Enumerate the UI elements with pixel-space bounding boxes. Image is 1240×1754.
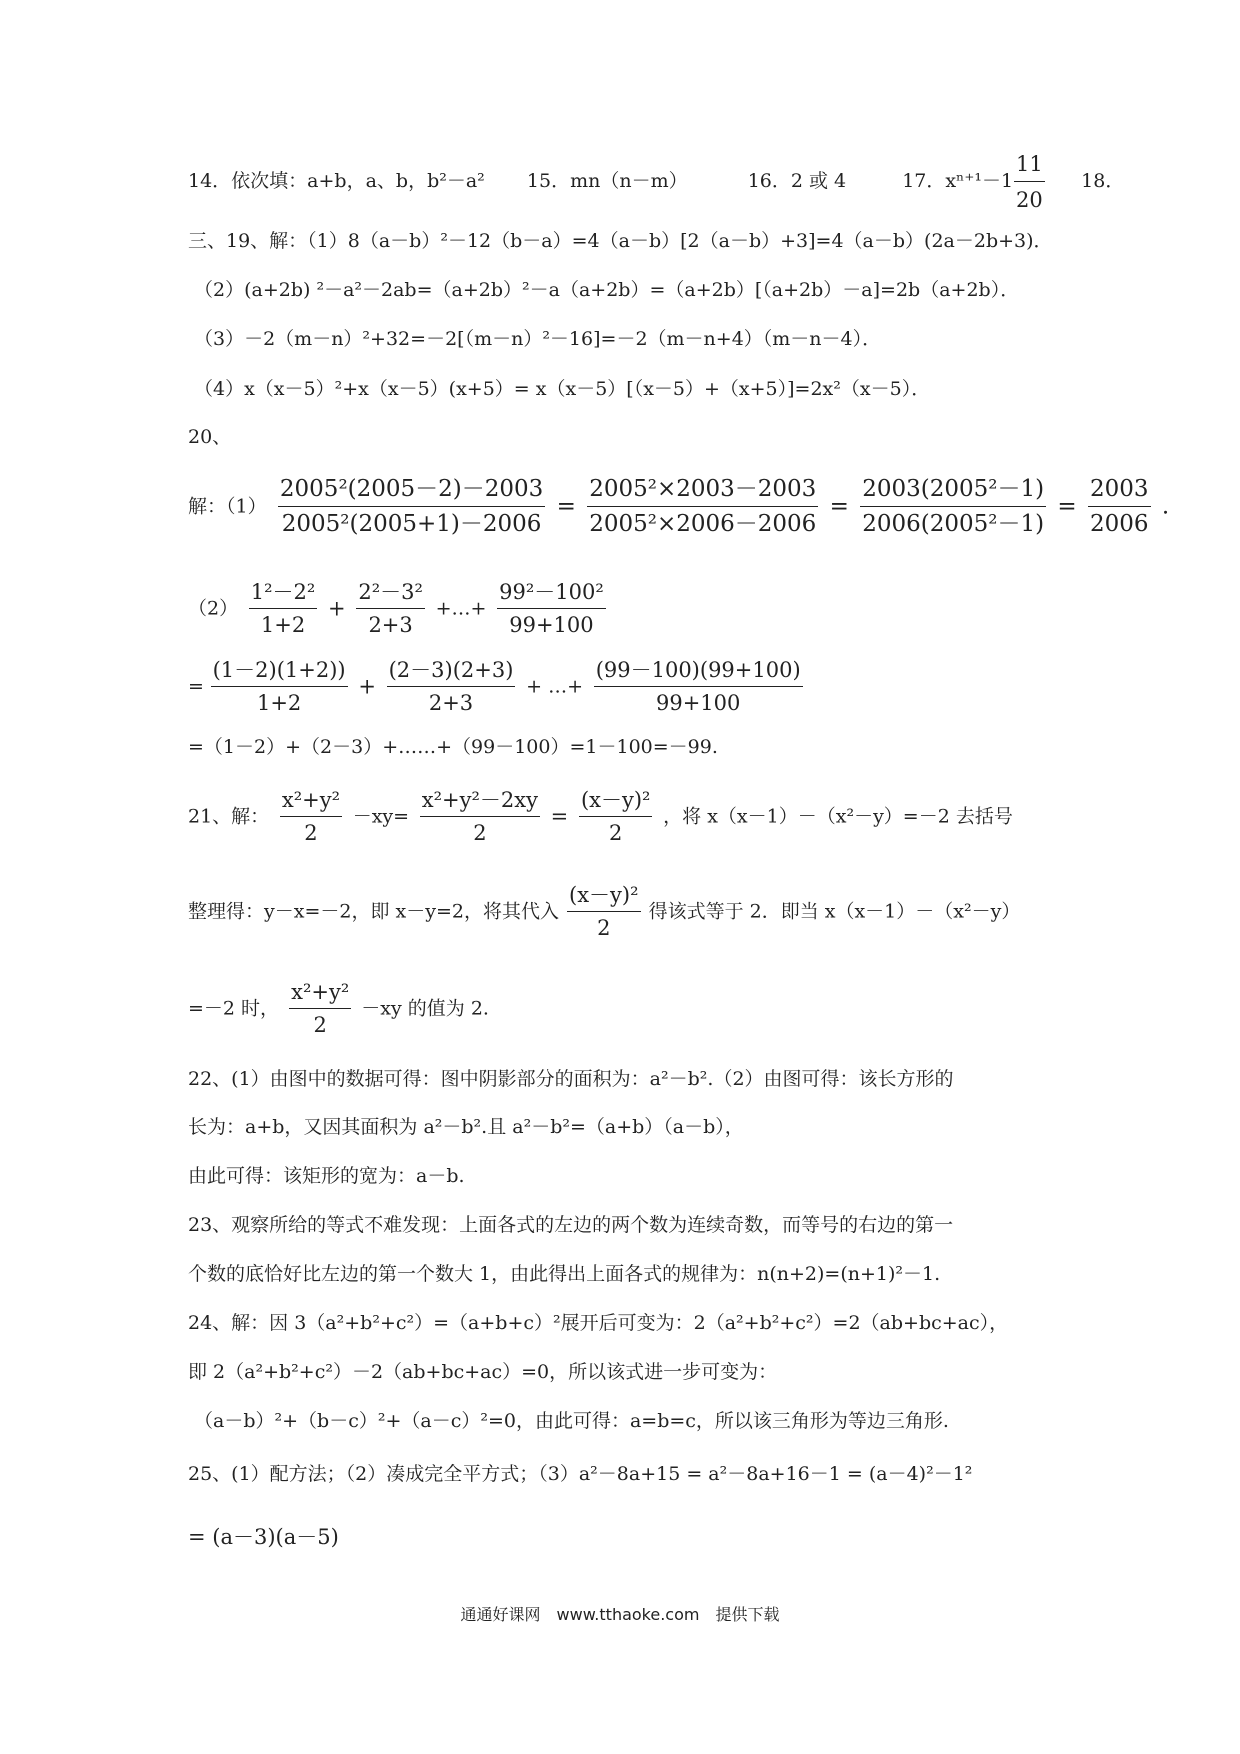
ellipsis: + …+ xyxy=(526,675,583,698)
fraction-h1 xyxy=(211,660,348,714)
fraction-denominator: 1+2 xyxy=(256,691,302,715)
part-label: （2） xyxy=(188,597,239,620)
problem-22-line-2: 长为：a+b，又因其面积为 a²－b².且 a²－b²=（a+b）（a－b）， xyxy=(188,1116,744,1138)
fraction-denominator: 2006 xyxy=(1090,511,1149,537)
answer-15: 15．mn（n－m） xyxy=(526,170,688,192)
fraction-numerator: 2²－3² xyxy=(356,582,425,609)
fraction-denominator: 2006(2005²－1) xyxy=(862,511,1045,537)
problem-22-line-3: 由此可得：该矩形的宽为：a－b. xyxy=(188,1165,465,1187)
problem-24-line-2: 即 2（a²+b²+c²）－2（ab+bc+ac）=0，所以该式进一步可变为： xyxy=(188,1361,778,1383)
problem-24-line-1: 24、解：因 3（a²+b²+c²）=（a+b+c）²展开后可变为：2（a²+b²+c²）=2（ab+bc+ac）， xyxy=(188,1312,1009,1334)
fraction-b xyxy=(420,790,540,844)
problem-23-line-2: 个数的底恰好比左边的第一个数大 1，由此得出上面各式的规律为：n(n+2)=(n+1)²－1. xyxy=(188,1263,941,1285)
ellipsis: +…+ xyxy=(435,597,487,620)
period: . xyxy=(1161,493,1170,520)
fraction-numerator: 2005²×2003－2003 xyxy=(587,478,818,507)
fraction-numerator: 2005²(2005－2)－2003 xyxy=(278,478,545,507)
fraction-a xyxy=(280,790,342,844)
problem-19-line-3: （3）－2（m－n）²+32=－2[（m－n）²－16]=－2（m－n+4）（m－n－4）． xyxy=(194,328,882,350)
answer-17: 17．xⁿ⁺¹－1 xyxy=(902,170,1014,192)
equals-sign: = xyxy=(556,493,576,520)
answer-14: 14．依次填：a+b，a、b，b²－a² xyxy=(188,170,485,192)
fraction-denominator: 1+2 xyxy=(260,613,306,637)
plus-sign: + xyxy=(358,674,376,699)
fraction-c-repeat xyxy=(567,885,641,939)
problem-20-part-2 xyxy=(188,582,610,636)
problem-19-line-4: （4）x（x－5）²+x（x－5）(x+5）= x（x－5）[（x－5）+（x+5）]=2x²（x－5）． xyxy=(194,378,931,400)
fraction-a-repeat xyxy=(289,982,351,1036)
fraction-denominator: 2005²×2006－2006 xyxy=(589,511,817,537)
fraction-h3 xyxy=(594,660,803,714)
fraction-numerator: x²+y²－2xy xyxy=(420,790,540,817)
fraction-numerator: (x－y)² xyxy=(567,885,641,912)
problem-21-line-2 xyxy=(188,885,1020,939)
answer-18: 18． xyxy=(1081,170,1125,192)
equals-sign: = xyxy=(550,804,569,829)
answer-18-fraction xyxy=(1014,152,1045,212)
problem-21-line-1 xyxy=(188,790,1013,844)
part-label: 解：（1） xyxy=(188,495,267,518)
fraction-denominator: 99+100 xyxy=(509,613,594,637)
fraction-denominator: 2 xyxy=(609,821,623,845)
fraction-denominator: 2005²(2005+1)－2006 xyxy=(281,511,542,537)
problem-23-line-1: 23、观察所给的等式不难发现：上面各式的左边的两个数为连续奇数，而等号的右边的第一 xyxy=(188,1214,954,1236)
page-footer: 通通好课网 www.tthaoke.com 提供下载 xyxy=(460,1605,780,1624)
fraction-numerator: 2003(2005²－1) xyxy=(860,478,1046,507)
fraction-numerator: x²+y² xyxy=(280,790,342,817)
fraction-g2 xyxy=(356,582,425,636)
fraction-numerator: (2－3)(2+3) xyxy=(387,660,516,687)
minus-xy: －xy= xyxy=(352,805,410,828)
problem-25-line-1: 25、(1）配方法；（2）凑成完全平方式；（3）a²－8a+15 = a²－8a+16－1 = (a－4)²－1² xyxy=(188,1463,973,1485)
fraction-4 xyxy=(1088,478,1151,536)
text-segment: 整理得：y－x=－2，即 x－y=2，将其代入 xyxy=(188,900,559,923)
text-segment: －xy 的值为 2. xyxy=(361,997,489,1020)
problem-19-line-2: （2）(a+2b) ²－a²－2ab=（a+2b）²－a（a+2b）=（a+2b）[（a+2b）－a]=2b（a+2b）． xyxy=(194,279,1020,301)
fraction-numerator: 99²－100² xyxy=(497,582,606,609)
problem-20-result: =（1－2）+（2－3）+……+（99－100）=1－100=－99. xyxy=(188,736,718,758)
problem-22-line-1: 22、(1）由图中的数据可得：图中阴影部分的面积为：a²－b².（2）由图可得：该长方形的 xyxy=(188,1068,954,1090)
fraction-1 xyxy=(278,478,545,536)
tail-text: ，将 x（x－1）－（x²－y）=－2 去括号 xyxy=(663,805,1013,828)
problem-21-line-3 xyxy=(188,982,489,1036)
fraction-denominator: 2 xyxy=(313,1013,327,1037)
text-segment: 得该式等于 2．即当 x（x－1）－（x²－y） xyxy=(648,900,1021,923)
equals-sign: = xyxy=(188,675,204,698)
fraction-denominator: 20 xyxy=(1016,188,1043,212)
fraction-g3 xyxy=(497,582,606,636)
fraction-c xyxy=(579,790,653,844)
text-segment: =－2 时， xyxy=(188,997,280,1020)
fraction-denominator: 2+3 xyxy=(428,691,474,715)
lead-text: 21、解： xyxy=(188,805,270,828)
fraction-numerator: (99－100)(99+100) xyxy=(594,660,803,687)
answers-14-18 xyxy=(188,172,1124,191)
fraction-numerator: 2003 xyxy=(1088,478,1151,507)
plus-sign: + xyxy=(328,596,346,621)
fraction-numerator: (1－2)(1+2)) xyxy=(211,660,348,687)
problem-20-part-1 xyxy=(188,478,1169,536)
fraction-denominator: 2 xyxy=(473,821,487,845)
fraction-numerator: 11 xyxy=(1014,152,1045,182)
problem-25-line-2: = (a－3)(a－5) xyxy=(188,1525,339,1549)
problem-19-line-1: 三、19、解：（1）8（a－b）²－12（b－a）=4（a－b）[2（a－b）+3]=4（a－b）(2a－2b+3)． xyxy=(188,230,1053,252)
fraction-numerator: (x－y)² xyxy=(579,790,653,817)
problem-20-part-2-step xyxy=(188,660,807,714)
fraction-numerator: x²+y² xyxy=(289,982,351,1009)
problem-24-line-3: （a－b）²+（b－c）²+（a－c）²=0，由此可得：a=b=c，所以该三角形为等边三角形. xyxy=(194,1410,949,1432)
fraction-h2 xyxy=(387,660,516,714)
equals-sign: = xyxy=(1057,493,1077,520)
fraction-denominator: 99+100 xyxy=(655,691,741,715)
fraction-g1 xyxy=(249,582,318,636)
fraction-denominator: 2+3 xyxy=(368,613,413,637)
fraction-denominator: 2 xyxy=(597,916,611,940)
fraction-2 xyxy=(587,478,818,536)
equals-sign: = xyxy=(829,493,849,520)
fraction-3 xyxy=(860,478,1046,536)
fraction-numerator: 1²－2² xyxy=(249,582,318,609)
answer-16: 16．2 或 4 xyxy=(747,170,847,192)
problem-20-title: 20、 xyxy=(188,426,232,448)
fraction-denominator: 2 xyxy=(304,821,318,845)
